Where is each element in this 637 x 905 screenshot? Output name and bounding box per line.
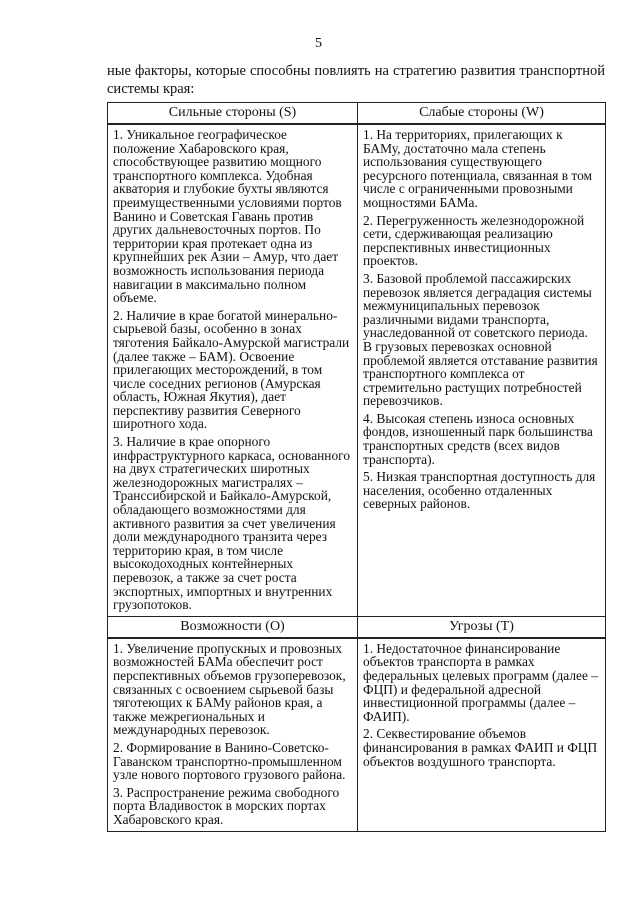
swot-header-row-ot <box>108 616 606 638</box>
opportunity-item: 2. Формирование в Ванино-Советско-Гаванском транспортно-промышленном узле нового портового грузового района. <box>113 739 346 783</box>
header-weaknesses: Слабые стороны (W) <box>358 103 606 125</box>
intro-paragraph: ные факторы, которые способны повлиять на стратегию развития транспортной системы края: <box>107 63 605 97</box>
weakness-item: 5. Низкая транспортная доступность для населения, особенно отдаленных северных районов. <box>363 469 596 512</box>
strengths-cell <box>108 124 358 616</box>
header-strengths: Сильные стороны (S) <box>108 103 358 125</box>
threats-cell <box>358 638 606 831</box>
opportunities-cell <box>108 638 358 831</box>
opportunity-item: 1. Увеличение пропускных и провозных возможностей БАМа обеспечит рост перспективных объемов грузоперевозок, связанных с освоением сырьевой базы тяготеющих к БАМу районов края, а также межрегиональных и международных перевозок. <box>113 640 346 738</box>
weakness-item: 2. Перегруженность железнодорожной сети, сдерживающая реализацию перспективных инвестиционных проектов. <box>363 212 585 269</box>
swot-table <box>107 102 606 832</box>
strength-item: 3. Наличие в крае опорного инфраструктурного каркаса, основанного на двух стратегических широтных железнодорожных магистралях – Транссибирской и Байкало-Амурской, обладающего возможностями для активного развития за счет увеличения доли международного транзита через территорию края, в том числе высокодоходных контейнерных перевозок, а также за счет роста экспортных, импортных и внутренних грузопотоков. <box>113 434 351 613</box>
header-threats: Угрозы (T) <box>358 616 606 638</box>
weakness-item: 4. Высокая степень износа основных фондов, изношенный парк большинства транспортных средств (всех видов транспорта). <box>363 410 593 467</box>
weakness-item: 3. Базовой проблемой пассажирских перевозок является деградация системы межмуниципальных перевозок различными видами транспорта, унаследованной от советского периода. В грузовых перевозках основной проблемой является отставание развития транспортного комплекса от стремительно растущих потребностей перевозчиков. <box>363 270 598 409</box>
swot-row-sw <box>108 124 606 616</box>
weakness-item: 1. На территориях, прилегающих к БАМу, достаточно мала степень использования существующего ресурсного потенциала, связанная в том числе с ограниченными провозными мощностями БАМа. <box>363 127 593 210</box>
strength-item: 2. Наличие в крае богатой минерально-сырьевой базы, особенно в зонах тяготения Байкало-Амурской магистрали (далее также – БАМ). Освоение прилегающих месторождений, в том числе соседних регионов (Амурская область, Южная Якутия), дает перспективу развития Северного широтного хода. <box>113 307 350 432</box>
page-number: 5 <box>315 36 322 51</box>
swot-header-row-sw <box>108 103 606 125</box>
header-opportunities: Возможности (O) <box>108 616 358 638</box>
threat-item: 1. Недостаточное финансирование объектов транспорта в рамках федеральных целевых программ (далее – ФЦП) и федеральной адресной инвестиционной программы (далее – ФАИП). <box>363 640 598 724</box>
swot-row-ot <box>108 638 606 831</box>
weaknesses-cell <box>358 124 606 616</box>
opportunity-item: 3. Распространение режима свободного порта Владивосток в морских портах Хабаровского края. <box>113 784 340 827</box>
threat-item: 2. Секвестирование объемов финансирования в рамках ФАИП и ФЦП объектов воздушного транспорта. <box>363 726 598 769</box>
strength-item: 1. Уникальное географическое положение Хабаровского края, способствующее развитию мощного транспортного комплекса. Удобная акватория и глубокие бухты являются преимущественными условиями портов Ванино и Советская Гавань против других дальневосточных портов. По территории края протекает одна из крупнейших рек Азии – Амур, что дает возможность использования периода навигации в максимально полном объеме. <box>113 127 342 306</box>
